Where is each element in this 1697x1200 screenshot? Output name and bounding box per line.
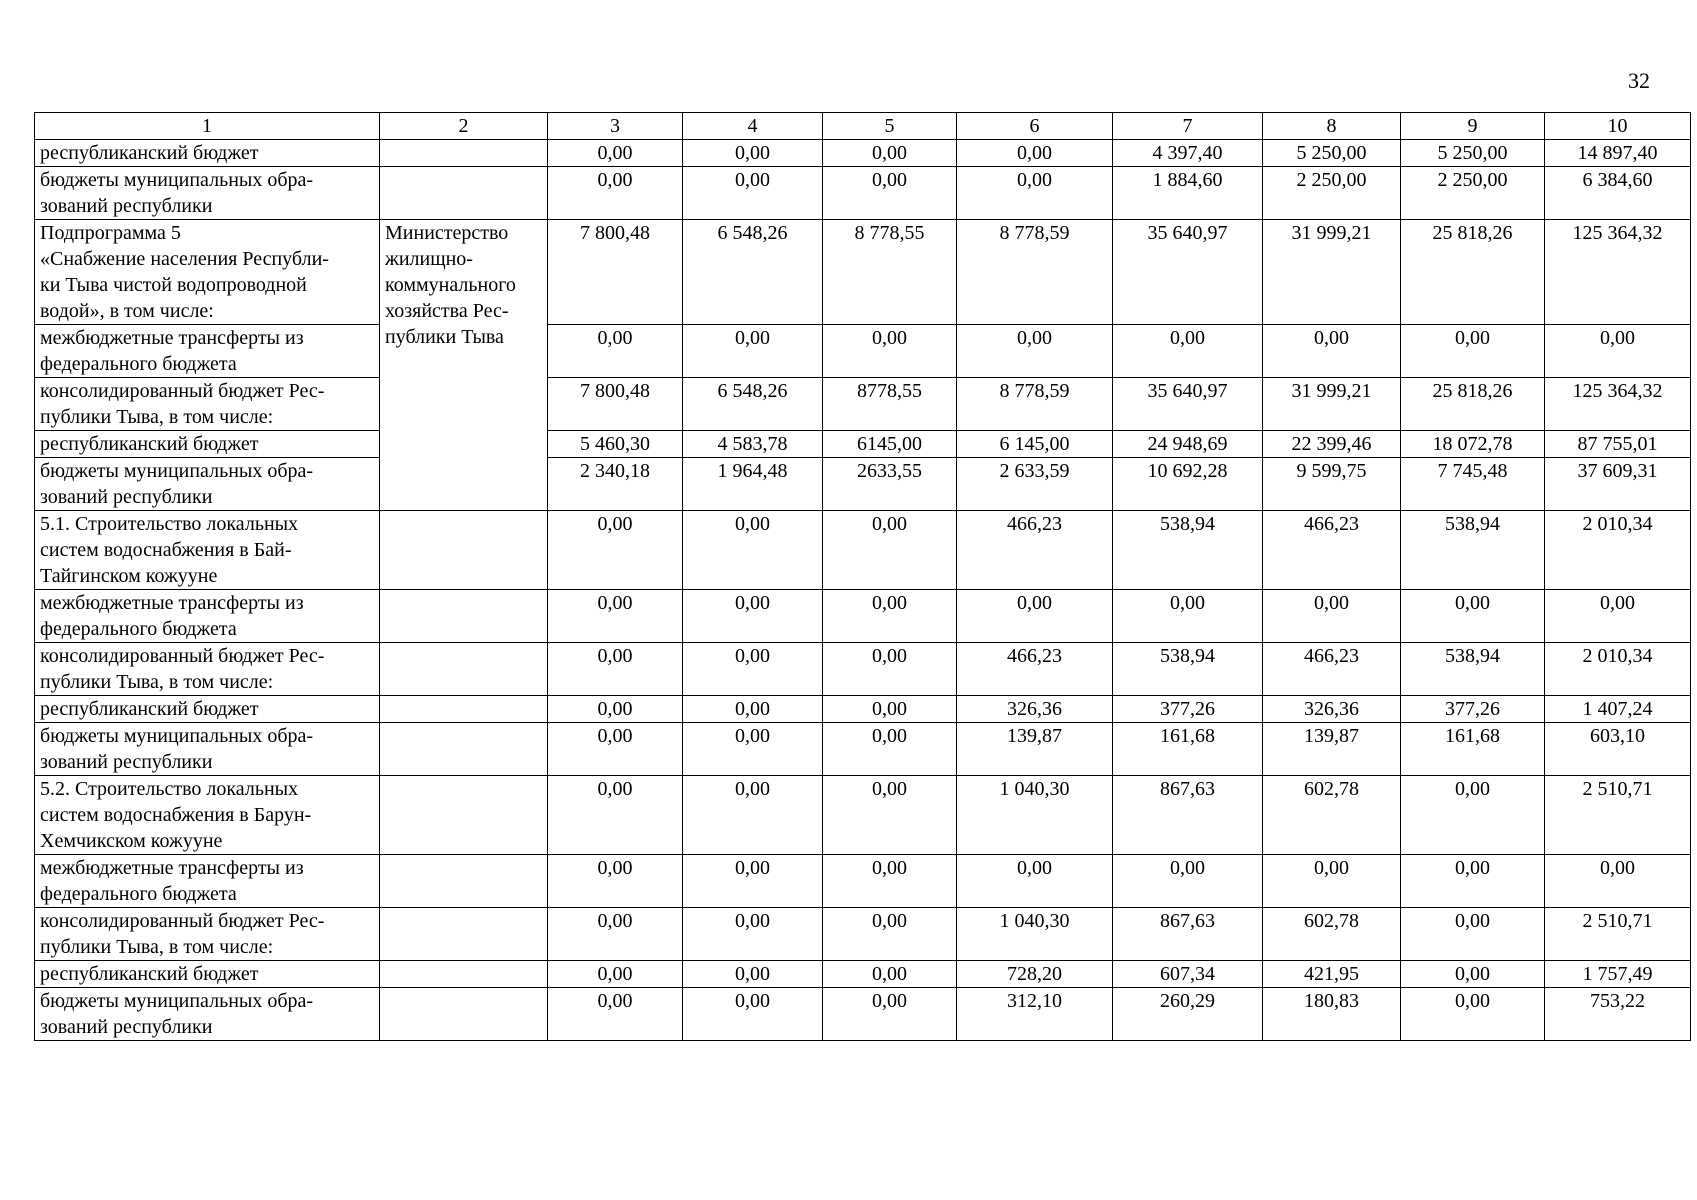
value-cell: 5 250,00 — [1401, 140, 1545, 167]
value-cell: 0,00 — [823, 643, 957, 696]
table-row — [35, 378, 1691, 431]
value-cell: 0,00 — [1545, 325, 1691, 378]
value-cell: 10 692,28 — [1113, 458, 1263, 511]
value-cell: 2 340,18 — [548, 458, 683, 511]
table-row — [35, 431, 1691, 458]
value-cell: 0,00 — [548, 855, 683, 908]
value-cell: 260,29 — [1113, 988, 1263, 1041]
responsible-cell-empty — [380, 776, 548, 855]
value-cell: 466,23 — [1263, 511, 1401, 590]
value-cell: 4 583,78 — [683, 431, 823, 458]
value-cell: 24 948,69 — [1113, 431, 1263, 458]
value-cell: 603,10 — [1545, 723, 1691, 776]
value-cell: 538,94 — [1401, 643, 1545, 696]
column-header: 6 — [957, 113, 1113, 140]
value-cell: 1 884,60 — [1113, 167, 1263, 220]
column-header: 5 — [823, 113, 957, 140]
value-cell: 0,00 — [683, 696, 823, 723]
value-cell: 466,23 — [1263, 643, 1401, 696]
value-cell: 5 460,30 — [548, 431, 683, 458]
value-cell: 466,23 — [957, 511, 1113, 590]
value-cell: 0,00 — [683, 988, 823, 1041]
responsible-cell-empty — [380, 908, 548, 961]
row-description: бюджеты муниципальных обра- зований республики — [35, 458, 380, 511]
value-cell: 0,00 — [823, 696, 957, 723]
value-cell: 2 010,34 — [1545, 643, 1691, 696]
value-cell: 4 397,40 — [1113, 140, 1263, 167]
value-cell: 0,00 — [683, 140, 823, 167]
value-cell: 0,00 — [548, 511, 683, 590]
table-row — [35, 643, 1691, 696]
value-cell: 0,00 — [1401, 776, 1545, 855]
row-description: бюджеты муниципальных обра- зований республики — [35, 723, 380, 776]
value-cell: 421,95 — [1263, 961, 1401, 988]
table-row — [35, 723, 1691, 776]
value-cell: 0,00 — [823, 776, 957, 855]
value-cell: 9 599,75 — [1263, 458, 1401, 511]
value-cell: 0,00 — [823, 590, 957, 643]
value-cell: 602,78 — [1263, 776, 1401, 855]
row-description: республиканский бюджет — [35, 140, 380, 167]
table-row — [35, 696, 1691, 723]
responsible-cell-empty — [380, 723, 548, 776]
row-description: межбюджетные трансферты из федерального бюджета — [35, 855, 380, 908]
value-cell: 6 548,26 — [683, 220, 823, 325]
value-cell: 25 818,26 — [1401, 378, 1545, 431]
value-cell: 0,00 — [823, 908, 957, 961]
table-row — [35, 167, 1691, 220]
value-cell: 0,00 — [548, 696, 683, 723]
table-row — [35, 776, 1691, 855]
value-cell: 0,00 — [823, 511, 957, 590]
column-header: 3 — [548, 113, 683, 140]
value-cell: 0,00 — [957, 590, 1113, 643]
value-cell: 0,00 — [957, 325, 1113, 378]
value-cell: 8 778,59 — [957, 378, 1113, 431]
value-cell: 0,00 — [823, 723, 957, 776]
value-cell: 37 609,31 — [1545, 458, 1691, 511]
value-cell: 22 399,46 — [1263, 431, 1401, 458]
responsible-cell-empty — [380, 988, 548, 1041]
value-cell: 0,00 — [683, 643, 823, 696]
value-cell: 0,00 — [957, 167, 1113, 220]
value-cell: 1 964,48 — [683, 458, 823, 511]
row-description: Подпрограмма 5 «Снабжение населения Республи- ки Тыва чистой водопроводной водой», в том числе: — [35, 220, 380, 325]
value-cell: 312,10 — [957, 988, 1113, 1041]
value-cell: 0,00 — [1113, 855, 1263, 908]
value-cell: 0,00 — [548, 723, 683, 776]
value-cell: 466,23 — [957, 643, 1113, 696]
value-cell: 867,63 — [1113, 908, 1263, 961]
value-cell: 8 778,59 — [957, 220, 1113, 325]
column-header: 7 — [1113, 113, 1263, 140]
value-cell: 0,00 — [1545, 590, 1691, 643]
value-cell: 0,00 — [548, 988, 683, 1041]
value-cell: 326,36 — [1263, 696, 1401, 723]
value-cell: 161,68 — [1113, 723, 1263, 776]
value-cell: 14 897,40 — [1545, 140, 1691, 167]
value-cell: 6 384,60 — [1545, 167, 1691, 220]
value-cell: 0,00 — [957, 140, 1113, 167]
value-cell: 180,83 — [1263, 988, 1401, 1041]
value-cell: 0,00 — [683, 511, 823, 590]
value-cell: 125 364,32 — [1545, 220, 1691, 325]
value-cell: 0,00 — [1113, 325, 1263, 378]
table-header-row — [35, 113, 1691, 140]
table-row — [35, 961, 1691, 988]
responsible-cell-empty — [380, 855, 548, 908]
value-cell: 0,00 — [957, 855, 1113, 908]
row-description: бюджеты муниципальных обра- зований республики — [35, 988, 380, 1041]
table-row — [35, 458, 1691, 511]
table-row — [35, 325, 1691, 378]
value-cell: 8 778,55 — [823, 220, 957, 325]
value-cell: 0,00 — [823, 961, 957, 988]
row-description: межбюджетные трансферты из федерального бюджета — [35, 590, 380, 643]
budget-table — [34, 112, 1691, 1041]
column-header: 8 — [1263, 113, 1401, 140]
column-header: 4 — [683, 113, 823, 140]
value-cell: 0,00 — [548, 140, 683, 167]
value-cell: 0,00 — [1401, 855, 1545, 908]
value-cell: 2 510,71 — [1545, 908, 1691, 961]
value-cell: 602,78 — [1263, 908, 1401, 961]
value-cell: 0,00 — [1545, 855, 1691, 908]
value-cell: 6145,00 — [823, 431, 957, 458]
row-description: республиканский бюджет — [35, 696, 380, 723]
value-cell: 25 818,26 — [1401, 220, 1545, 325]
value-cell: 0,00 — [1263, 855, 1401, 908]
table-row — [35, 908, 1691, 961]
value-cell: 0,00 — [683, 167, 823, 220]
responsible-cell-empty — [380, 140, 548, 167]
value-cell: 139,87 — [957, 723, 1113, 776]
row-description: межбюджетные трансферты из федерального бюджета — [35, 325, 380, 378]
value-cell: 0,00 — [548, 961, 683, 988]
responsible-executor: Министерство жилищно- коммунального хозяйства Рес- публики Тыва — [380, 220, 548, 511]
row-description: 5.1. Строительство локальных систем водоснабжения в Бай- Тайгинском кожууне — [35, 511, 380, 590]
value-cell: 2 250,00 — [1401, 167, 1545, 220]
value-cell: 0,00 — [823, 855, 957, 908]
value-cell: 2 510,71 — [1545, 776, 1691, 855]
value-cell: 35 640,97 — [1113, 220, 1263, 325]
value-cell: 125 364,32 — [1545, 378, 1691, 431]
value-cell: 6 548,26 — [683, 378, 823, 431]
value-cell: 377,26 — [1113, 696, 1263, 723]
value-cell: 139,87 — [1263, 723, 1401, 776]
value-cell: 18 072,78 — [1401, 431, 1545, 458]
value-cell: 728,20 — [957, 961, 1113, 988]
value-cell: 0,00 — [1401, 325, 1545, 378]
row-description: 5.2. Строительство локальных систем водоснабжения в Барун- Хемчикском кожууне — [35, 776, 380, 855]
responsible-cell-empty — [380, 590, 548, 643]
value-cell: 0,00 — [683, 325, 823, 378]
value-cell: 0,00 — [683, 723, 823, 776]
value-cell: 0,00 — [1401, 908, 1545, 961]
value-cell: 161,68 — [1401, 723, 1545, 776]
value-cell: 326,36 — [957, 696, 1113, 723]
value-cell: 0,00 — [1113, 590, 1263, 643]
value-cell: 7 800,48 — [548, 378, 683, 431]
value-cell: 0,00 — [683, 855, 823, 908]
column-header: 2 — [380, 113, 548, 140]
value-cell: 5 250,00 — [1263, 140, 1401, 167]
value-cell: 1 407,24 — [1545, 696, 1691, 723]
value-cell: 31 999,21 — [1263, 220, 1401, 325]
responsible-cell-empty — [380, 696, 548, 723]
value-cell: 6 145,00 — [957, 431, 1113, 458]
page-number: 32 — [1628, 68, 1650, 93]
value-cell: 0,00 — [823, 325, 957, 378]
table-row — [35, 855, 1691, 908]
row-description: консолидированный бюджет Рес- публики Тыва, в том числе: — [35, 643, 380, 696]
value-cell: 0,00 — [548, 590, 683, 643]
value-cell: 607,34 — [1113, 961, 1263, 988]
responsible-cell-empty — [380, 961, 548, 988]
value-cell: 0,00 — [1401, 590, 1545, 643]
value-cell: 0,00 — [548, 776, 683, 855]
value-cell: 8778,55 — [823, 378, 957, 431]
responsible-cell-empty — [380, 511, 548, 590]
value-cell: 7 745,48 — [1401, 458, 1545, 511]
column-header: 9 — [1401, 113, 1545, 140]
table-row — [35, 988, 1691, 1041]
value-cell: 2 633,59 — [957, 458, 1113, 511]
value-cell: 7 800,48 — [548, 220, 683, 325]
column-header: 10 — [1545, 113, 1691, 140]
value-cell: 0,00 — [683, 590, 823, 643]
value-cell: 87 755,01 — [1545, 431, 1691, 458]
table-row — [35, 220, 1691, 325]
value-cell: 2 010,34 — [1545, 511, 1691, 590]
column-header: 1 — [35, 113, 380, 140]
row-description: республиканский бюджет — [35, 961, 380, 988]
responsible-cell-empty — [380, 643, 548, 696]
table-row — [35, 590, 1691, 643]
table-row — [35, 511, 1691, 590]
value-cell: 0,00 — [1263, 325, 1401, 378]
value-cell: 0,00 — [683, 908, 823, 961]
responsible-cell-empty — [380, 167, 548, 220]
value-cell: 0,00 — [1263, 590, 1401, 643]
value-cell: 538,94 — [1401, 511, 1545, 590]
row-description: республиканский бюджет — [35, 431, 380, 458]
row-description: консолидированный бюджет Рес- публики Тыва, в том числе: — [35, 908, 380, 961]
value-cell: 2633,55 — [823, 458, 957, 511]
row-description: бюджеты муниципальных обра- зований республики — [35, 167, 380, 220]
value-cell: 0,00 — [823, 988, 957, 1041]
value-cell: 0,00 — [548, 643, 683, 696]
value-cell: 0,00 — [548, 908, 683, 961]
value-cell: 1 040,30 — [957, 908, 1113, 961]
value-cell: 377,26 — [1401, 696, 1545, 723]
value-cell: 35 640,97 — [1113, 378, 1263, 431]
value-cell: 0,00 — [1401, 961, 1545, 988]
value-cell: 1 040,30 — [957, 776, 1113, 855]
value-cell: 1 757,49 — [1545, 961, 1691, 988]
value-cell: 538,94 — [1113, 511, 1263, 590]
value-cell: 753,22 — [1545, 988, 1691, 1041]
value-cell: 2 250,00 — [1263, 167, 1401, 220]
row-description: консолидированный бюджет Рес- публики Тыва, в том числе: — [35, 378, 380, 431]
value-cell: 0,00 — [548, 325, 683, 378]
value-cell: 0,00 — [823, 167, 957, 220]
value-cell: 867,63 — [1113, 776, 1263, 855]
value-cell: 31 999,21 — [1263, 378, 1401, 431]
value-cell: 538,94 — [1113, 643, 1263, 696]
table-row — [35, 140, 1691, 167]
value-cell: 0,00 — [683, 776, 823, 855]
value-cell: 0,00 — [1401, 988, 1545, 1041]
value-cell: 0,00 — [548, 167, 683, 220]
value-cell: 0,00 — [683, 961, 823, 988]
value-cell: 0,00 — [823, 140, 957, 167]
